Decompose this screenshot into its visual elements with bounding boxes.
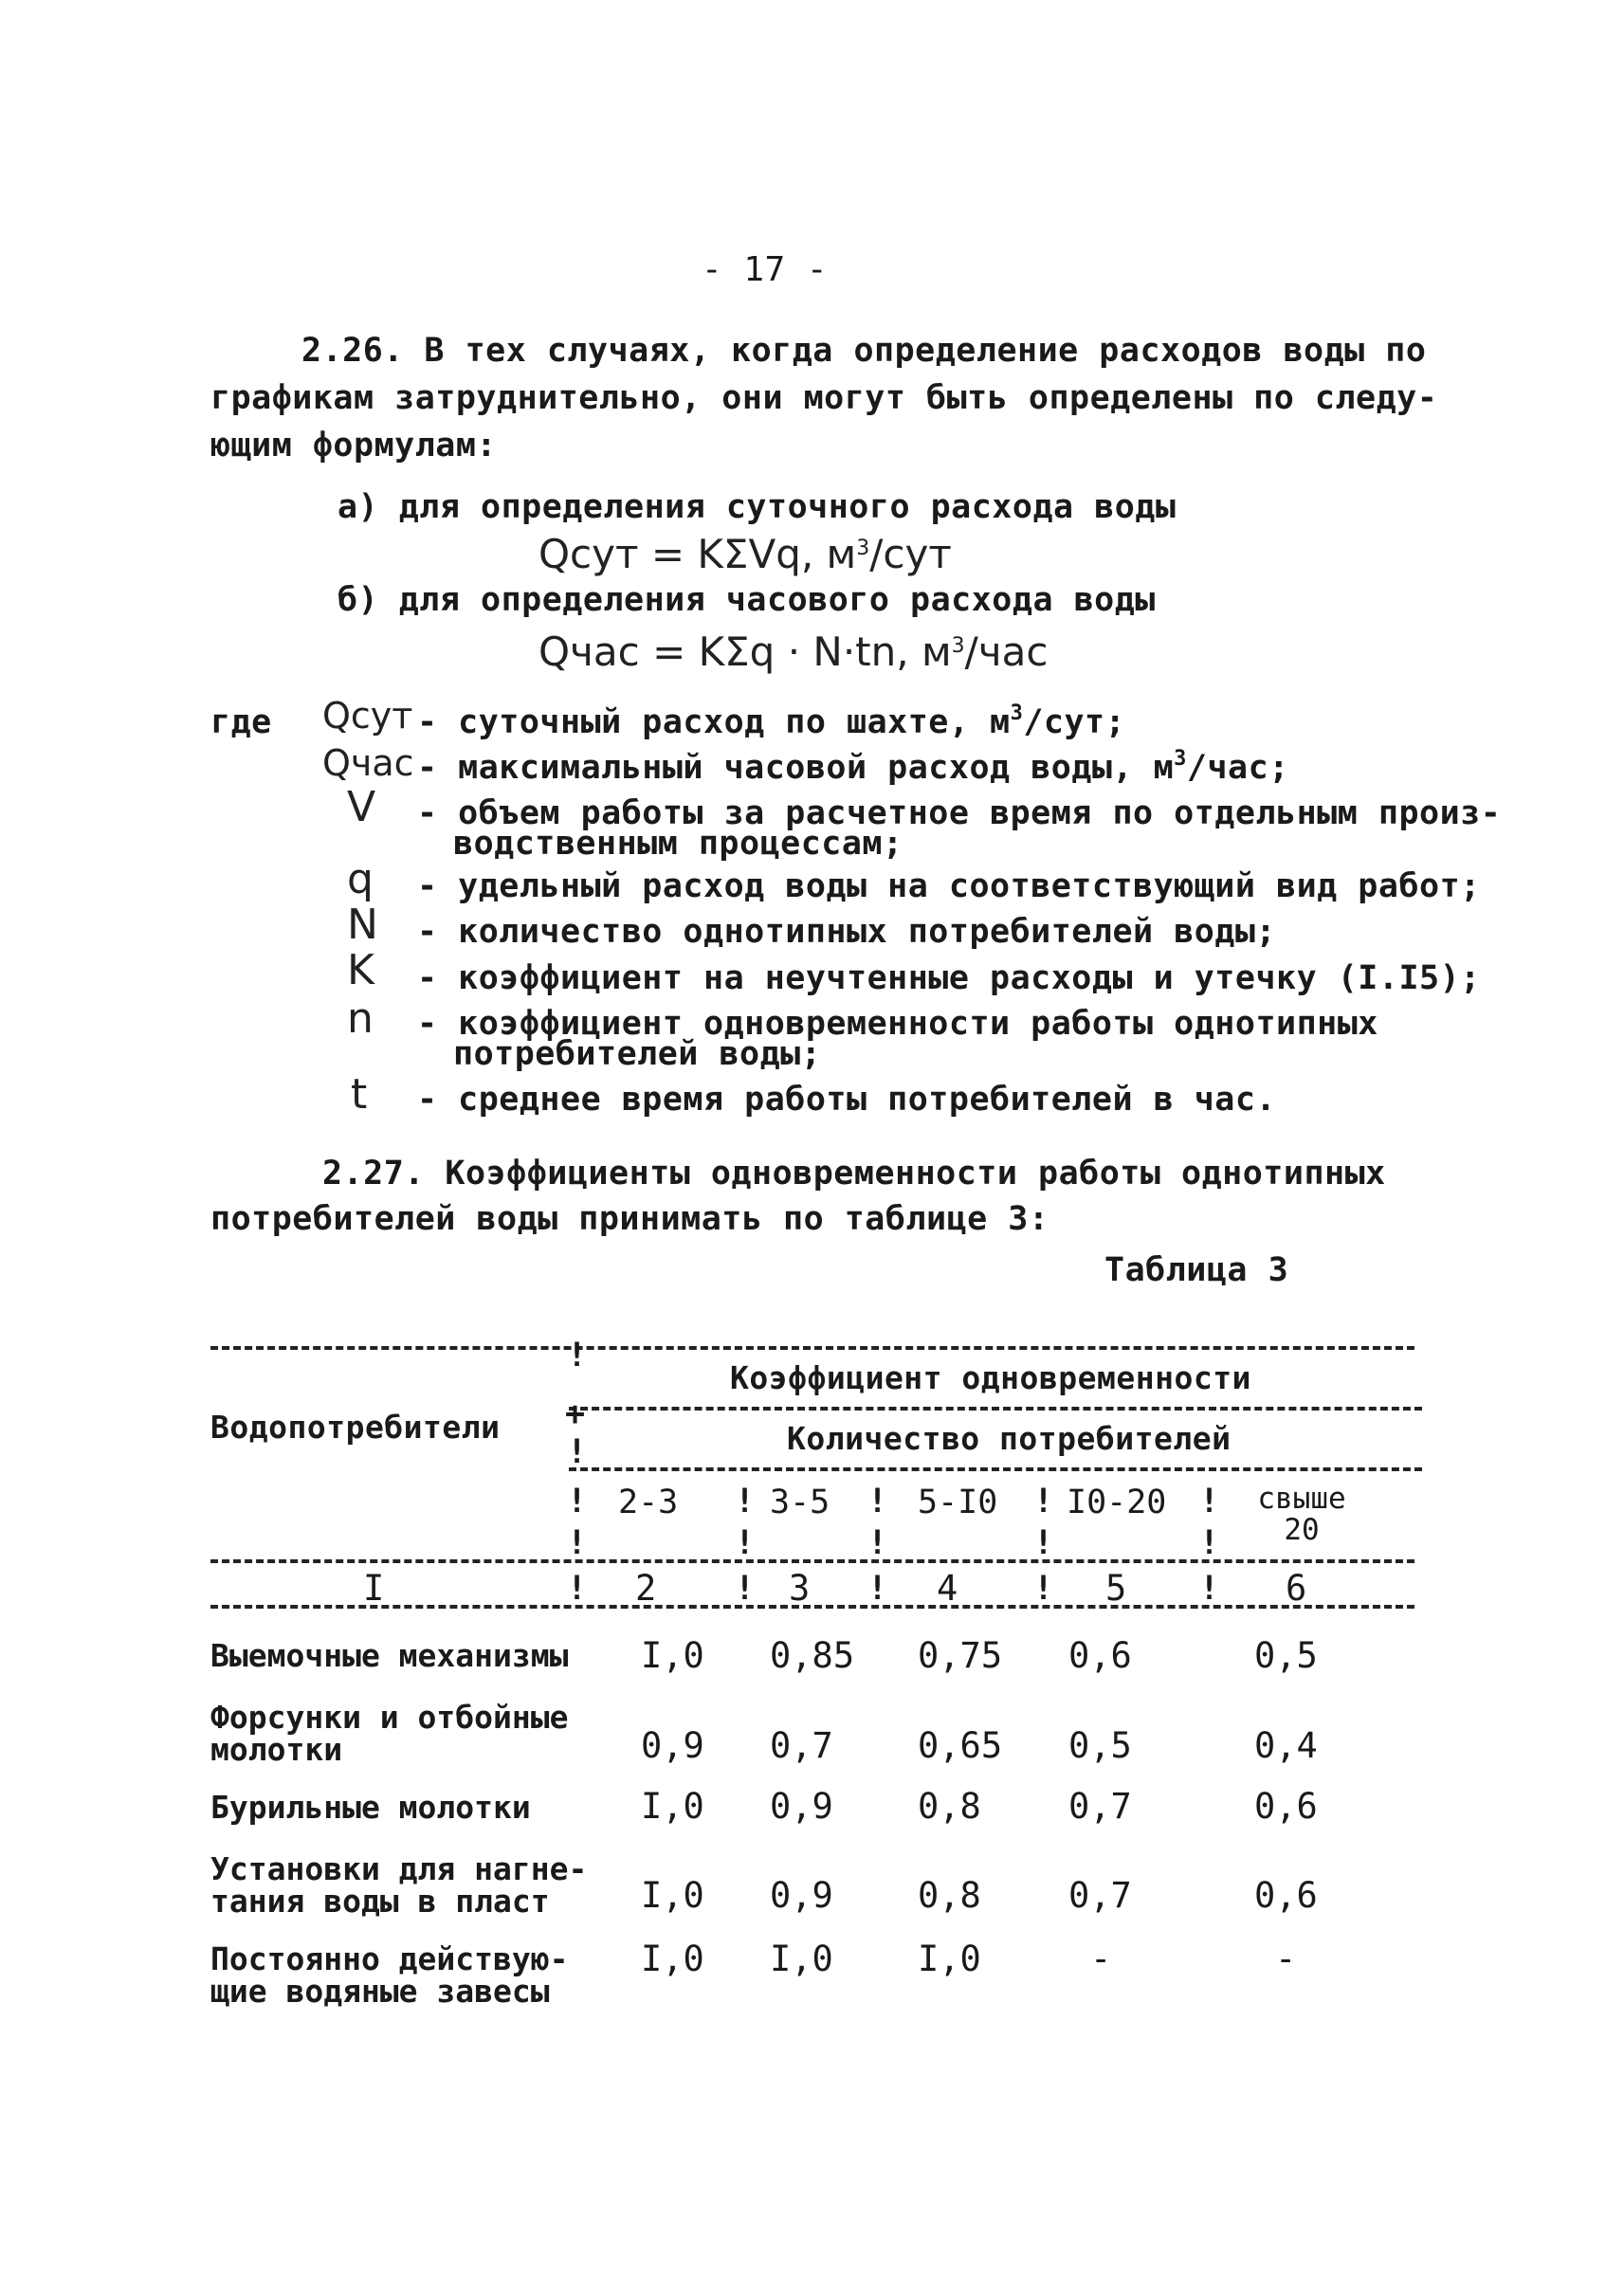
- formula-b-caption: б) для определения часового расхода воды: [338, 581, 1156, 619]
- column-number-2: 2: [635, 1568, 657, 1609]
- separator: !: [567, 1433, 588, 1471]
- legend-text-qchas: [417, 749, 1289, 787]
- cell-value: 0,9: [641, 1725, 704, 1766]
- cell-value: -: [1090, 1939, 1112, 1979]
- legend-where: где: [210, 703, 272, 741]
- separator: !: [1033, 1524, 1054, 1562]
- table-rule-top: [210, 1346, 1414, 1350]
- header-coefficient-group: Коэффициент одновременности: [730, 1359, 1251, 1396]
- separator: !: [735, 1524, 756, 1562]
- legend-text-qsut-main: - суточный расход по шахте, м: [417, 703, 1011, 741]
- legend-symbol-q: q: [347, 855, 374, 903]
- separator: !: [735, 1570, 756, 1608]
- table-rule-group: [569, 1407, 1422, 1411]
- table-caption: Таблица 3: [1104, 1251, 1289, 1289]
- separator: +: [565, 1395, 586, 1433]
- clause-227-line-1: 2.27. Коэффициенты одновременности работы однотипных: [322, 1155, 1386, 1193]
- separator: !: [567, 1524, 588, 1562]
- legend-text-qchas-tail: /час;: [1186, 749, 1289, 787]
- column-number-4: 4: [937, 1568, 958, 1609]
- header-consumer-count: Количество потребителей: [787, 1420, 1232, 1457]
- cell-value: 0,6: [1068, 1635, 1132, 1676]
- header-range-5: свыше 20: [1257, 1482, 1346, 1547]
- legend-symbol-v: V: [347, 783, 376, 831]
- legend-symbol-t: t: [351, 1070, 368, 1119]
- legend-symbol-qchas: Qчас: [322, 742, 414, 784]
- cell-value: 0,85: [770, 1635, 855, 1676]
- clause-227-line-2: потребителей воды принимать по таблице 3:: [210, 1200, 1049, 1238]
- formula-a-caption: а) для определения суточного расхода воды: [338, 488, 1177, 526]
- column-number-1: I: [363, 1568, 385, 1609]
- legend-text-k: - коэффициент на неучтенные расходы и утечку (I.I5);: [417, 959, 1481, 997]
- separator: !: [567, 1483, 588, 1520]
- formula-b-left: Qчас: [538, 628, 640, 675]
- separator: !: [867, 1524, 888, 1562]
- cell-value: I,0: [918, 1939, 981, 1979]
- formula-a-unit: /сут: [869, 531, 952, 577]
- legend-text-v: - объем работы за расчетное время по отдельным произ-: [417, 794, 1502, 832]
- cell-value: 0,9: [770, 1786, 833, 1827]
- legend-text-n-lower-cont: потребителей воды;: [453, 1035, 822, 1073]
- row-label: Форсунки и отбойные молотки: [210, 1699, 569, 1768]
- formula-a-sup: 3: [856, 537, 870, 560]
- legend-symbol-n-lower: n: [347, 994, 374, 1043]
- row-label: Постоянно действую- щие водяные завесы: [210, 1940, 569, 2010]
- formula-a: [538, 531, 952, 578]
- legend-symbol-k: K: [347, 946, 374, 994]
- legend-text-qsut: [417, 703, 1125, 741]
- cell-value: I,0: [641, 1875, 704, 1916]
- cell-value: 0,8: [918, 1875, 981, 1916]
- cell-value: I,0: [770, 1939, 833, 1979]
- header-consumers: Водопотребители: [210, 1409, 501, 1446]
- separator: !: [867, 1483, 888, 1520]
- cell-value: I,0: [641, 1939, 704, 1979]
- legend-symbol-qsut: Qсут: [322, 695, 413, 737]
- cell-value: -: [1275, 1939, 1297, 1979]
- cell-value: 0,5: [1254, 1635, 1318, 1676]
- cell-value: 0,75: [918, 1635, 1003, 1676]
- formula-b-right: = KΣq · N·tn, м: [652, 628, 952, 675]
- table-rule-numbers-bottom: [210, 1605, 1414, 1609]
- legend-text-qchas-sup: 3: [1174, 747, 1187, 771]
- header-range-4: I0-20: [1067, 1484, 1167, 1521]
- separator: !: [1199, 1570, 1220, 1608]
- cell-value: 0,7: [1068, 1875, 1132, 1916]
- legend-text-t: - среднее время работы потребителей в час.: [417, 1081, 1277, 1119]
- separator: !: [567, 1570, 588, 1608]
- column-number-3: 3: [789, 1568, 811, 1609]
- cell-value: 0,65: [918, 1725, 1003, 1766]
- legend-text-qchas-main: - максимальный часовой расход воды, м: [417, 749, 1175, 787]
- legend-text-n-lower: - коэффициент одновременности работы однотипных: [417, 1005, 1378, 1043]
- legend-text-q: - удельный расход воды на соответствующий вид работ;: [417, 867, 1481, 905]
- column-number-6: 6: [1286, 1568, 1307, 1609]
- formula-a-right: = KΣVq, м: [650, 531, 857, 577]
- legend-text-n-upper: - количество однотипных потребителей воды;: [417, 913, 1277, 951]
- formula-a-left: Qсут: [538, 531, 639, 577]
- table-rule-header-bottom: [210, 1559, 1414, 1563]
- separator: !: [1033, 1483, 1054, 1520]
- separator: !: [735, 1483, 756, 1520]
- separator: !: [567, 1337, 588, 1375]
- separator: !: [867, 1570, 888, 1608]
- legend-text-qsut-tail: /сут;: [1023, 703, 1126, 741]
- formula-b: [538, 628, 1048, 676]
- column-number-5: 5: [1105, 1568, 1127, 1609]
- cell-value: 0,7: [770, 1725, 833, 1766]
- clause-226-line-2: графикам затруднительно, они могут быть определены по следу-: [210, 379, 1438, 417]
- cell-value: I,0: [641, 1635, 704, 1676]
- formula-b-sup: 3: [951, 634, 965, 658]
- clause-226-line-1: 2.26. В тех случаях, когда определение расходов воды по: [301, 332, 1427, 370]
- separator: !: [1199, 1524, 1220, 1562]
- cell-value: 0,6: [1254, 1875, 1318, 1916]
- clause-226-line-3: ющим формулам:: [210, 427, 498, 464]
- separator: !: [1033, 1570, 1054, 1608]
- header-range-3: 5-I0: [918, 1484, 998, 1521]
- cell-value: 0,4: [1254, 1725, 1318, 1766]
- cell-value: 0,5: [1068, 1725, 1132, 1766]
- cell-value: I,0: [641, 1786, 704, 1827]
- page-number: - 17 -: [702, 250, 829, 289]
- cell-value: 0,7: [1068, 1786, 1132, 1827]
- legend-symbol-n-upper: N: [347, 901, 378, 949]
- header-range-1: 2-3: [618, 1484, 679, 1521]
- legend-text-v-cont: водственным процессам;: [453, 825, 903, 863]
- separator: !: [1199, 1483, 1220, 1520]
- cell-value: 0,8: [918, 1786, 981, 1827]
- legend-text-qsut-sup: 3: [1010, 701, 1024, 725]
- row-label: Бурильные молотки: [210, 1789, 531, 1826]
- row-label: Выемочные механизмы: [210, 1637, 569, 1674]
- header-range-2: 3-5: [770, 1484, 830, 1521]
- cell-value: 0,6: [1254, 1786, 1318, 1827]
- cell-value: 0,9: [770, 1875, 833, 1916]
- row-label: Установки для нагне- тания воды в пласт: [210, 1850, 588, 1920]
- formula-b-unit: /час: [964, 628, 1049, 675]
- table-rule-sub: [569, 1467, 1422, 1471]
